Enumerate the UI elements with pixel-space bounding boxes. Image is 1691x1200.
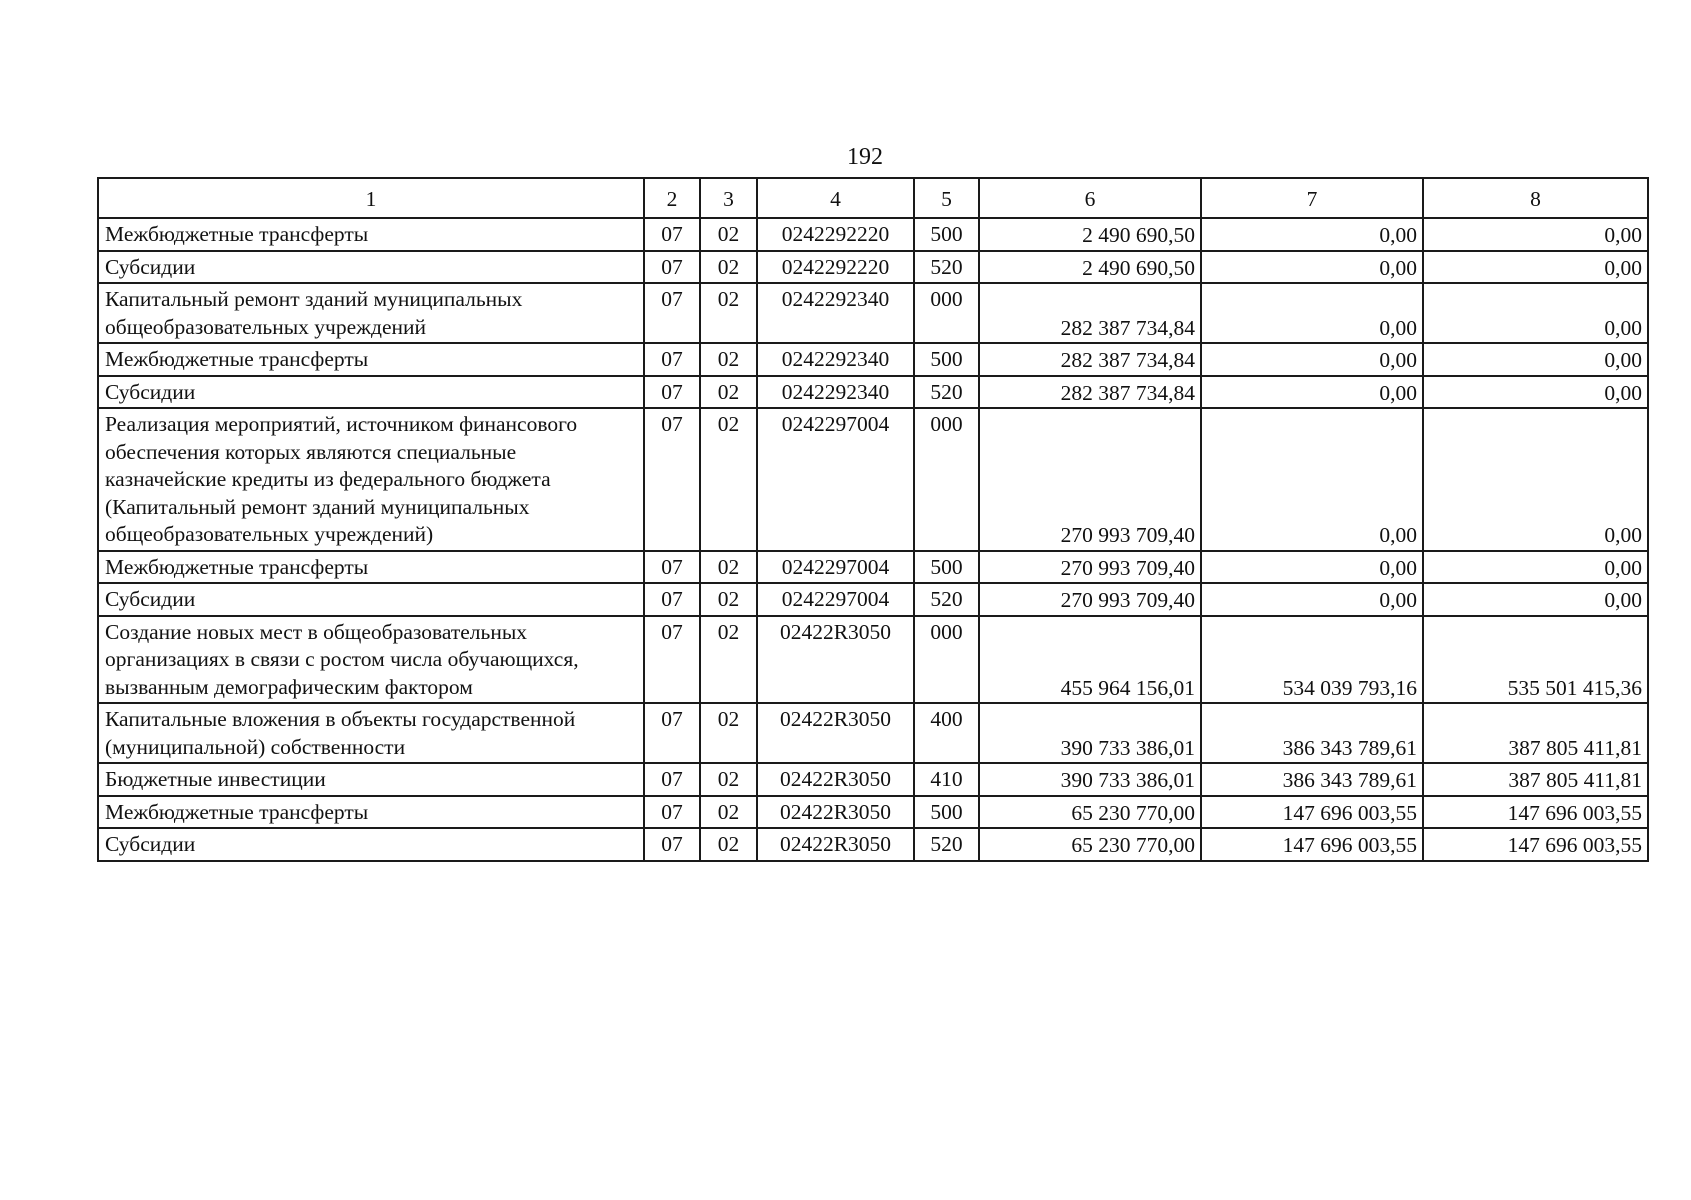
expense-type-cell: 000 [914,283,979,343]
amount-col7-cell: 147 696 003,55 [1201,796,1423,829]
budget-table [97,177,1649,862]
row-name-cell: Субсидии [98,251,644,284]
amount-col8-cell: 0,00 [1423,376,1648,409]
row-name-cell: Субсидии [98,828,644,861]
row-name-cell: Межбюджетные трансферты [98,218,644,251]
table-row [98,796,1648,829]
expense-type-cell: 500 [914,343,979,376]
section-code-cell: 07 [644,376,700,409]
amount-col8-cell: 0,00 [1423,583,1648,616]
amount-col7-cell: 0,00 [1201,583,1423,616]
row-name-cell: Межбюджетные трансферты [98,343,644,376]
target-article-cell: 0242297004 [757,551,914,584]
expense-type-cell: 500 [914,796,979,829]
target-article-cell: 0242292220 [757,218,914,251]
expense-type-cell: 520 [914,376,979,409]
amount-col6-cell: 65 230 770,00 [979,828,1201,861]
column-header-6: 6 [979,178,1201,218]
target-article-cell: 0242292340 [757,376,914,409]
amount-col7-cell: 0,00 [1201,283,1423,343]
section-code-cell: 07 [644,343,700,376]
row-name-cell: Капитальные вложения в объекты государственной (муниципальной) собственности [98,703,644,763]
amount-col6-cell: 2 490 690,50 [979,218,1201,251]
amount-col8-cell: 0,00 [1423,218,1648,251]
header-row [98,178,1648,218]
row-name-cell: Субсидии [98,583,644,616]
amount-col7-cell: 386 343 789,61 [1201,763,1423,796]
table-row [98,218,1648,251]
table-row [98,251,1648,284]
expense-type-cell: 500 [914,551,979,584]
row-name-cell: Межбюджетные трансферты [98,796,644,829]
section-code-cell: 07 [644,583,700,616]
row-name-cell: Бюджетные инвестиции [98,763,644,796]
page-number: 192 [847,144,883,170]
section-code-cell: 07 [644,551,700,584]
amount-col7-cell: 147 696 003,55 [1201,828,1423,861]
amount-col8-cell: 0,00 [1423,551,1648,584]
target-article-cell: 0242292340 [757,283,914,343]
subsection-code-cell: 02 [700,583,757,616]
table-row [98,616,1648,704]
subsection-code-cell: 02 [700,218,757,251]
subsection-code-cell: 02 [700,551,757,584]
expense-type-cell: 520 [914,583,979,616]
subsection-code-cell: 02 [700,828,757,861]
amount-col8-cell: 387 805 411,81 [1423,703,1648,763]
amount-col6-cell: 390 733 386,01 [979,763,1201,796]
row-name-cell: Капитальный ремонт зданий муниципальных общеобразовательных учреждений [98,283,644,343]
amount-col6-cell: 65 230 770,00 [979,796,1201,829]
section-code-cell: 07 [644,828,700,861]
expense-type-cell: 500 [914,218,979,251]
row-name-cell: Субсидии [98,376,644,409]
table-body [98,218,1648,861]
column-header-3: 3 [700,178,757,218]
section-code-cell: 07 [644,616,700,704]
amount-col7-cell: 0,00 [1201,218,1423,251]
section-code-cell: 07 [644,251,700,284]
amount-col6-cell: 270 993 709,40 [979,551,1201,584]
amount-col7-cell: 0,00 [1201,376,1423,409]
expense-type-cell: 400 [914,703,979,763]
section-code-cell: 07 [644,218,700,251]
subsection-code-cell: 02 [700,376,757,409]
target-article-cell: 02422R3050 [757,796,914,829]
amount-col6-cell: 270 993 709,40 [979,583,1201,616]
amount-col7-cell: 0,00 [1201,551,1423,584]
amount-col8-cell: 0,00 [1423,343,1648,376]
amount-col8-cell: 0,00 [1423,408,1648,551]
amount-col7-cell: 386 343 789,61 [1201,703,1423,763]
column-header-5: 5 [914,178,979,218]
column-header-8: 8 [1423,178,1648,218]
amount-col6-cell: 390 733 386,01 [979,703,1201,763]
row-name-cell: Реализация мероприятий, источником финансового обеспечения которых являются специальные казначейские кредиты из федерального бюджета (Капитальный ремонт зданий муниципальных общеобразовательных учреждений) [98,408,644,551]
amount-col7-cell: 0,00 [1201,251,1423,284]
expense-type-cell: 000 [914,616,979,704]
target-article-cell: 02422R3050 [757,616,914,704]
table-row [98,408,1648,551]
amount-col7-cell: 0,00 [1201,343,1423,376]
amount-col7-cell: 0,00 [1201,408,1423,551]
table-row [98,551,1648,584]
target-article-cell: 0242292220 [757,251,914,284]
section-code-cell: 07 [644,703,700,763]
expense-type-cell: 520 [914,828,979,861]
subsection-code-cell: 02 [700,703,757,763]
section-code-cell: 07 [644,283,700,343]
subsection-code-cell: 02 [700,408,757,551]
subsection-code-cell: 02 [700,616,757,704]
section-code-cell: 07 [644,796,700,829]
row-name-cell: Создание новых мест в общеобразовательных организациях в связи с ростом числа обучающихся, вызванным демографическим фактором [98,616,644,704]
target-article-cell: 0242297004 [757,583,914,616]
target-article-cell: 02422R3050 [757,703,914,763]
column-header-4: 4 [757,178,914,218]
expense-type-cell: 520 [914,251,979,284]
expense-type-cell: 410 [914,763,979,796]
subsection-code-cell: 02 [700,283,757,343]
table-row [98,763,1648,796]
amount-col8-cell: 387 805 411,81 [1423,763,1648,796]
subsection-code-cell: 02 [700,763,757,796]
amount-col8-cell: 147 696 003,55 [1423,796,1648,829]
table-row [98,703,1648,763]
amount-col6-cell: 455 964 156,01 [979,616,1201,704]
subsection-code-cell: 02 [700,251,757,284]
amount-col8-cell: 147 696 003,55 [1423,828,1648,861]
amount-col6-cell: 2 490 690,50 [979,251,1201,284]
target-article-cell: 02422R3050 [757,828,914,861]
subsection-code-cell: 02 [700,343,757,376]
row-name-cell: Межбюджетные трансферты [98,551,644,584]
amount-col6-cell: 270 993 709,40 [979,408,1201,551]
amount-col6-cell: 282 387 734,84 [979,376,1201,409]
amount-col6-cell: 282 387 734,84 [979,343,1201,376]
target-article-cell: 0242297004 [757,408,914,551]
target-article-cell: 0242292340 [757,343,914,376]
amount-col7-cell: 534 039 793,16 [1201,616,1423,704]
table-row [98,828,1648,861]
column-header-1: 1 [98,178,644,218]
table-row [98,583,1648,616]
amount-col6-cell: 282 387 734,84 [979,283,1201,343]
expense-type-cell: 000 [914,408,979,551]
table-row [98,376,1648,409]
column-header-7: 7 [1201,178,1423,218]
subsection-code-cell: 02 [700,796,757,829]
section-code-cell: 07 [644,408,700,551]
section-code-cell: 07 [644,763,700,796]
table-row [98,283,1648,343]
amount-col8-cell: 0,00 [1423,251,1648,284]
column-header-2: 2 [644,178,700,218]
amount-col8-cell: 0,00 [1423,283,1648,343]
amount-col8-cell: 535 501 415,36 [1423,616,1648,704]
table-row [98,343,1648,376]
target-article-cell: 02422R3050 [757,763,914,796]
